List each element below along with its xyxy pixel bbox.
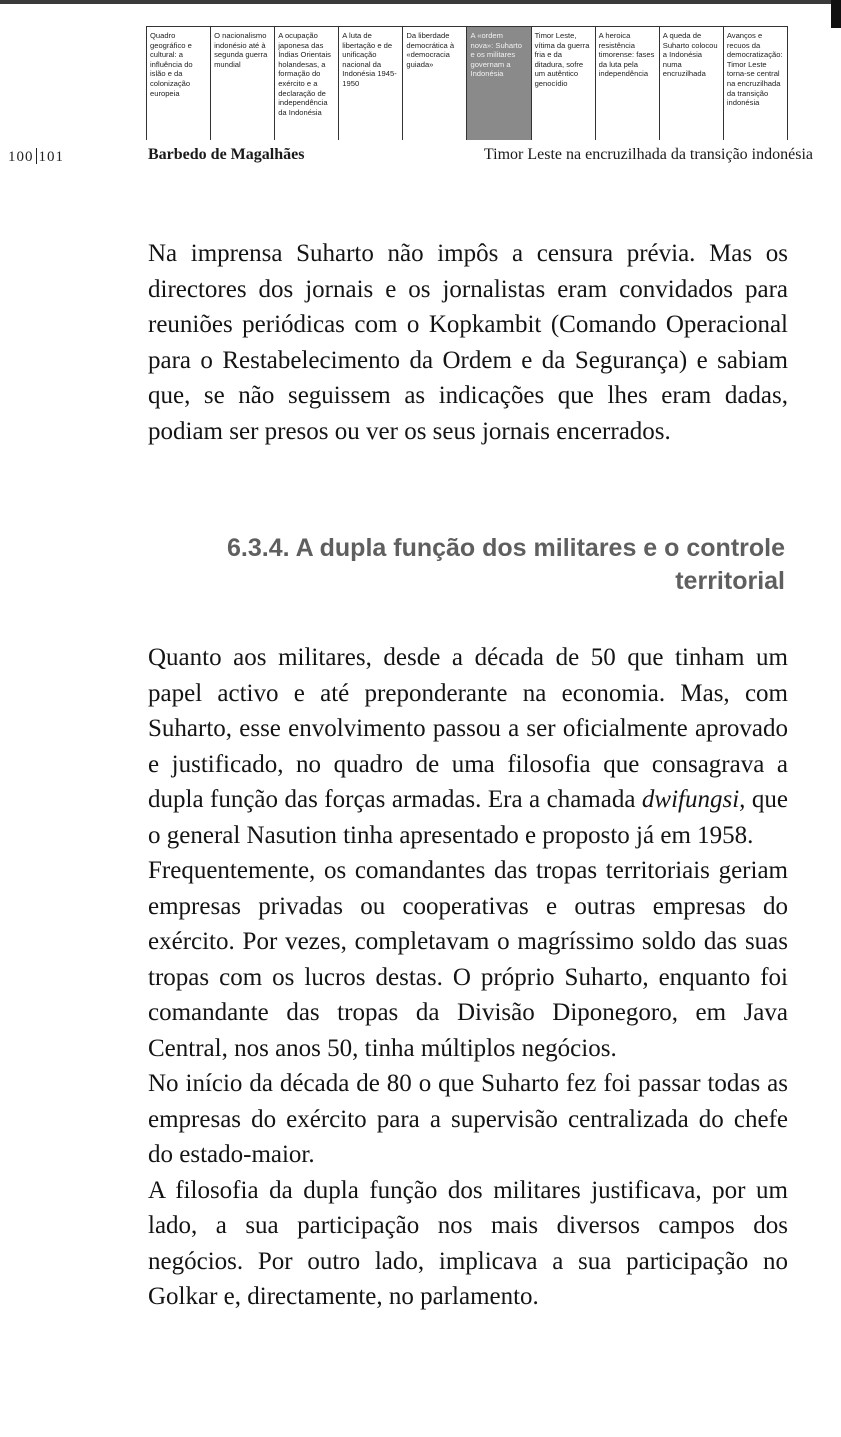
chapter-cell-9: A queda de Suharto colocou a Indonésia numa encruzilhada <box>660 27 724 140</box>
section-heading: 6.3.4. A dupla função dos militares e o controle territorial <box>227 534 785 595</box>
running-head-book-title: Timor Leste na encruzilhada da transição indonésia <box>483 146 813 163</box>
chapter-cell-8: A heroica resistência timorense: fases da luta pela independência <box>596 27 660 140</box>
section-body <box>148 640 788 1315</box>
paragraph-text-part-2: que o general Nasution tinha apresentado e proposto já em 1958. <box>148 786 789 849</box>
page-edge-mark <box>831 0 841 28</box>
running-head-author: Barbedo de Magalhães <box>148 146 305 163</box>
chapter-cell-5: Da liberdade democrática à «democracia guiada» <box>403 27 467 140</box>
top-rule <box>0 0 841 4</box>
folio-divider <box>36 148 37 164</box>
chapter-cell-2: O nacionalismo indonésio até à segunda guerra mundial <box>211 27 275 140</box>
paragraph-dual-function: A filosofia da dupla função dos militares justificava, por um lado, a sua participação nos mais diversos campos dos negócios. Por outro lado, implicava a sua participação no Golkar e, directamente, no parlamento. <box>148 1176 788 1310</box>
paragraph-press-censorship: Na imprensa Suharto não impôs a censura prévia. Mas os directores dos jornais e os jornalistas eram convidados para reuniões periódicas com o Kopkambit (Comando Operacional para o Restabelecimento da Ordem e da Segurança) e sabiam que, se não seguissem as indicações que lhes eram dadas, podiam ser presos ou ver os seus jornais encerrados. <box>148 240 788 445</box>
paragraph-military-economy <box>148 640 788 853</box>
chapter-cell-6-current: A «ordem nova»: Suharto e os militares governam a Indonésia <box>467 27 531 140</box>
chapter-cell-1: Quadro geográfico e cultural: a influência do islão e da colonização europeia <box>147 27 211 140</box>
term-dwifungsi: dwifungsi, <box>641 786 746 813</box>
page-number-left: 100 <box>8 149 34 165</box>
page-numbers <box>8 148 64 166</box>
chapter-cell-4: A luta de libertação e de unificação nacional da Indonésia 1945-1950 <box>339 27 403 140</box>
chapter-cell-7: Timor Leste, vítima da guerra fria e da ditadura, sofre um autêntico genocídio <box>532 27 596 140</box>
chapter-cell-3: A ocupação japonesa das Índias Orientais holandesas, a formação do exército e a declaração de independência da Indonésia <box>275 27 339 140</box>
running-head <box>0 146 841 168</box>
paragraph-text-part-1: Quanto aos militares, desde a década de 50 que tinham um papel activo e até preponderante na economia. Mas, com Suharto, esse envolvimento passou a ser oficialmente aprovado e justificado, no quadro de uma filosofia que consagrava a dupla função das forças armadas. Era a chamada <box>148 644 788 813</box>
chapter-navigation-strip <box>146 26 788 140</box>
paragraph-territorial-commanders: Frequentemente, os comandantes das tropas territoriais geriam empresas privadas ou cooperativas e outras empresas do exército. Por vezes, completavam o magríssimo soldo das suas tropas com os lucros destas. O próprio Suharto, enquanto foi comandante das tropas da Divisão Diponegoro, em Java Central, nos anos 50, tinha múltiplos negócios. <box>148 857 788 1062</box>
chapter-cell-10: Avanços e recuos da democratização: Timor Leste torna-se central na encruzilhada da transição indonésia <box>726 31 783 108</box>
paragraph-centralized-supervision: No início da década de 80 o que Suharto fez foi passar todas as empresas do exército para a supervisão centralizada do chefe do estado-maior. <box>148 1070 788 1168</box>
page-number-right: 101 <box>38 149 64 165</box>
